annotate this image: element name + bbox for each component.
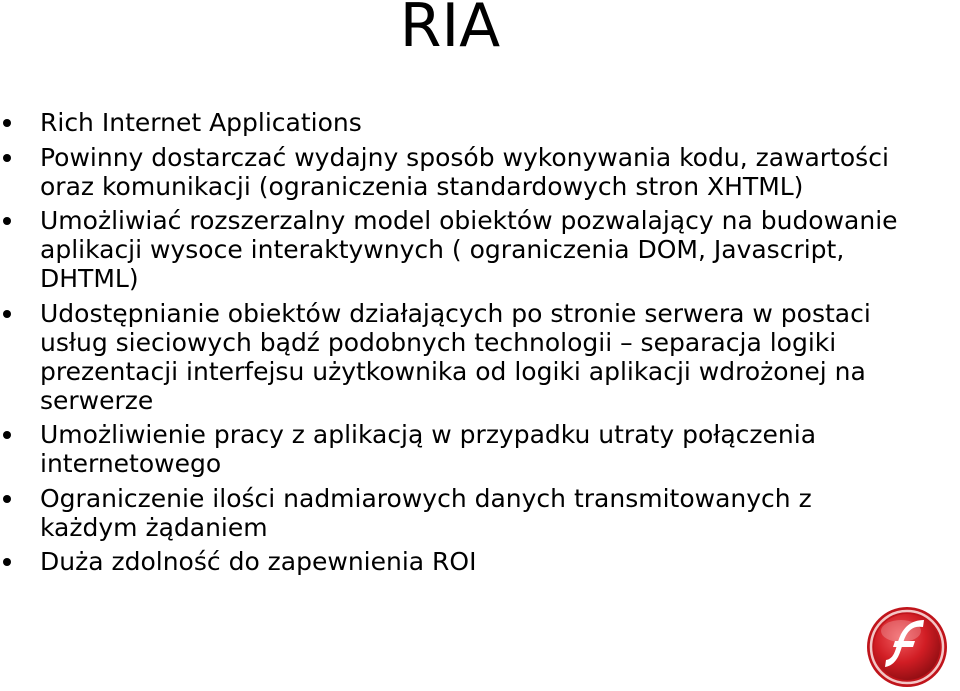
bullet-dot-icon [3,119,11,127]
bullet-text: Powinny dostarczać wydajny sposób wykonywania kodu, zawartości oraz komunikacji (ograniczenia standardowych stron XHTML) [40,142,889,201]
bullet-item [0,299,910,415]
bullet-text: Umożliwienie pracy z aplikacją w przypadku utraty połączenia internetowego [40,420,817,478]
bullet-item [0,547,910,576]
bullet-dot-icon [3,217,11,225]
slide-title: RIA [399,0,501,61]
bullet-dot-icon [3,558,11,566]
bullet-dot-icon [3,431,11,439]
bullet-text: Rich Internet Applications [40,108,362,137]
bullet-item [0,484,910,542]
flash-logo-icon [865,605,949,689]
bullet-dot-icon [3,495,11,503]
bullet-text: Duża zdolność do zapewnienia ROI [40,547,477,576]
bullet-item [0,108,910,137]
logo-letter-f-crossbar [893,641,915,647]
bullet-text: Umożliwiać rozszerzalny model obiektów pozwalający na budowanie aplikacji wysoce interaktywnych ( ograniczenia DOM, Javascript, DHTML) [40,206,898,293]
bullet-item [0,143,910,201]
bullet-item [0,420,910,478]
bullet-text: Udostępnianie obiektów działających po stronie serwera w postaci usług sieciowych bądź podobnych technologii – separacja logiki prezentacji interfejsu użytkownika od logiki aplikacji wdrożonej na serwerze [40,298,871,415]
bullet-dot-icon [3,154,11,162]
bullet-list [0,108,910,582]
bullet-dot-icon [3,310,11,318]
bullet-text: Ograniczenie ilości nadmiarowych danych transmitowanych z każdym żądaniem [40,483,812,542]
bullet-item [0,206,910,293]
